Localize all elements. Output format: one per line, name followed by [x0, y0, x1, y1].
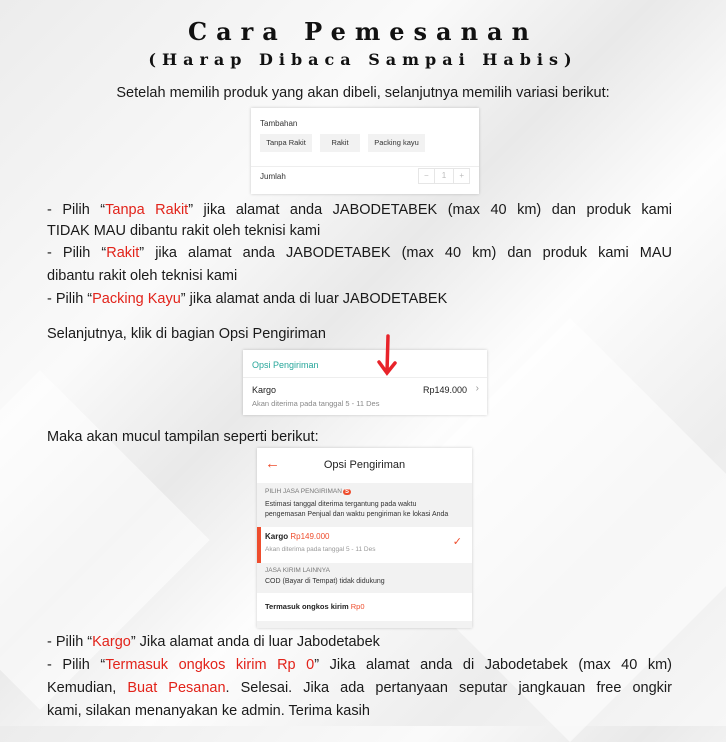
divider [243, 377, 487, 378]
text-segment: - Pilih “ [47, 202, 106, 218]
shipping-eta: Akan diterima pada tanggal 5 - 11 Des [252, 399, 380, 408]
section-label [265, 488, 351, 495]
minus-button[interactable]: − [419, 169, 435, 183]
text-line [47, 201, 672, 219]
highlight-text: Buat Pesanan [127, 680, 226, 696]
shipping-included-row[interactable] [257, 593, 472, 621]
text-segment: dibantu rakit oleh teknisi kami [47, 268, 238, 284]
text-line [47, 702, 672, 720]
page-title: Cara Pemesanan [187, 17, 539, 46]
highlight-text: Tanpa Rakit [105, 202, 189, 218]
shipping-options-screen [257, 448, 472, 628]
text-segment: TIDAK MAU dibantu rakit oleh teknisi kami [47, 223, 321, 239]
text-segment: Kemudian, [47, 680, 128, 696]
text-segment: ” Jika alamat anda di luar Jabodetabek [130, 634, 380, 650]
text-segment: ” jika alamat anda di luar JABODETABEK [180, 291, 448, 307]
chip-rakit[interactable]: Rakit [320, 134, 360, 152]
quantity-stepper [418, 168, 470, 184]
highlight-text: Termasuk ongkos kirim Rp 0 [105, 657, 315, 673]
text-segment: - Pilih “ [47, 634, 93, 650]
divider [251, 166, 479, 167]
text-line [47, 244, 672, 262]
text-line [47, 656, 672, 674]
checkmark-icon: ✓ [452, 536, 462, 548]
step2-text: Selanjutnya, klik di bagian Opsi Pengiriman [47, 326, 326, 342]
chip-tanpa-rakit[interactable]: Tanpa Rakit [260, 134, 312, 152]
shipping-price: Rp149.000 [422, 385, 467, 395]
plus-button[interactable]: + [459, 171, 465, 180]
shipping-header: Opsi Pengiriman [252, 360, 319, 370]
text-line [47, 222, 672, 240]
shipping-option-kargo[interactable] [257, 527, 472, 563]
method-eta: Akan diterima pada tanggal 5 - 11 Des [265, 546, 376, 553]
step3-text: Maka akan mucul tampilan seperti berikut: [47, 429, 319, 445]
note-line: Estimasi tanggal diterima tergantung pada waktu [265, 501, 417, 508]
section-label: Tambahan [260, 119, 298, 128]
shipping-option-card[interactable] [243, 350, 487, 415]
text-segment: ” jika alamat anda JABODETABEK (max 40 km) dan produk kami MAU [139, 245, 673, 261]
text-segment: ” jika alamat anda JABODETABEK (max 40 km) dan produk kami [188, 202, 672, 218]
text-segment: - Pilih “ [47, 245, 107, 261]
estimate-note [265, 500, 448, 520]
text-segment: kami, silakan menanyakan ke admin. Terima kasih [47, 703, 370, 719]
text-segment: - Pilih “ [47, 657, 106, 673]
shopee-badge-icon: S [344, 489, 349, 495]
method-name: Kargo [265, 532, 289, 541]
text-segment: . Selesai. Jika ada pertanyaan seputar jangkauan free ongkir [225, 680, 672, 696]
back-arrow-icon[interactable]: ← [265, 455, 280, 472]
cod-note: COD (Bayar di Tempat) tidak didukung [265, 578, 385, 585]
highlight-text: Packing Kayu [92, 291, 181, 307]
screen-title: Opsi Pengiriman [323, 459, 406, 471]
section-label-text: PILIH JASA PENGIRIMAN [265, 488, 342, 495]
text-segment: - Pilih “ [47, 291, 93, 307]
highlight-text: Kargo [92, 634, 131, 650]
text-segment: ” Jika alamat anda di Jabodetabek (max 40 km) [314, 657, 672, 673]
chip-packing-kayu[interactable]: Packing kayu [368, 134, 425, 152]
text-line [47, 290, 672, 308]
included-price: Rp0 [350, 602, 365, 611]
section2-label: JASA KIRIM LAINNYA [265, 567, 330, 574]
text-line [47, 679, 672, 697]
variant-card [251, 108, 479, 194]
qty-value[interactable]: 1 [435, 169, 455, 183]
screen-header [257, 448, 472, 483]
intro-text: Setelah memilih produk yang akan dibeli, selanjutnya memilih variasi berikut: [116, 85, 610, 101]
highlight-text: Rakit [106, 245, 140, 261]
page-subtitle: (Harap Dibaca Sampai Habis) [148, 50, 578, 69]
red-arrow-icon [376, 334, 398, 378]
text-line [47, 267, 672, 285]
chevron-right-icon: › [475, 383, 479, 394]
included-label: Termasuk ongkos kirim [265, 602, 349, 611]
method-price: Rp149.000 [290, 532, 330, 541]
shipping-method: Kargo [252, 385, 277, 395]
text-line [47, 633, 672, 651]
qty-label: Jumlah [260, 172, 286, 181]
note-line: pengemasan Penjual dan waktu pengiriman ke lokasi Anda [265, 511, 449, 518]
